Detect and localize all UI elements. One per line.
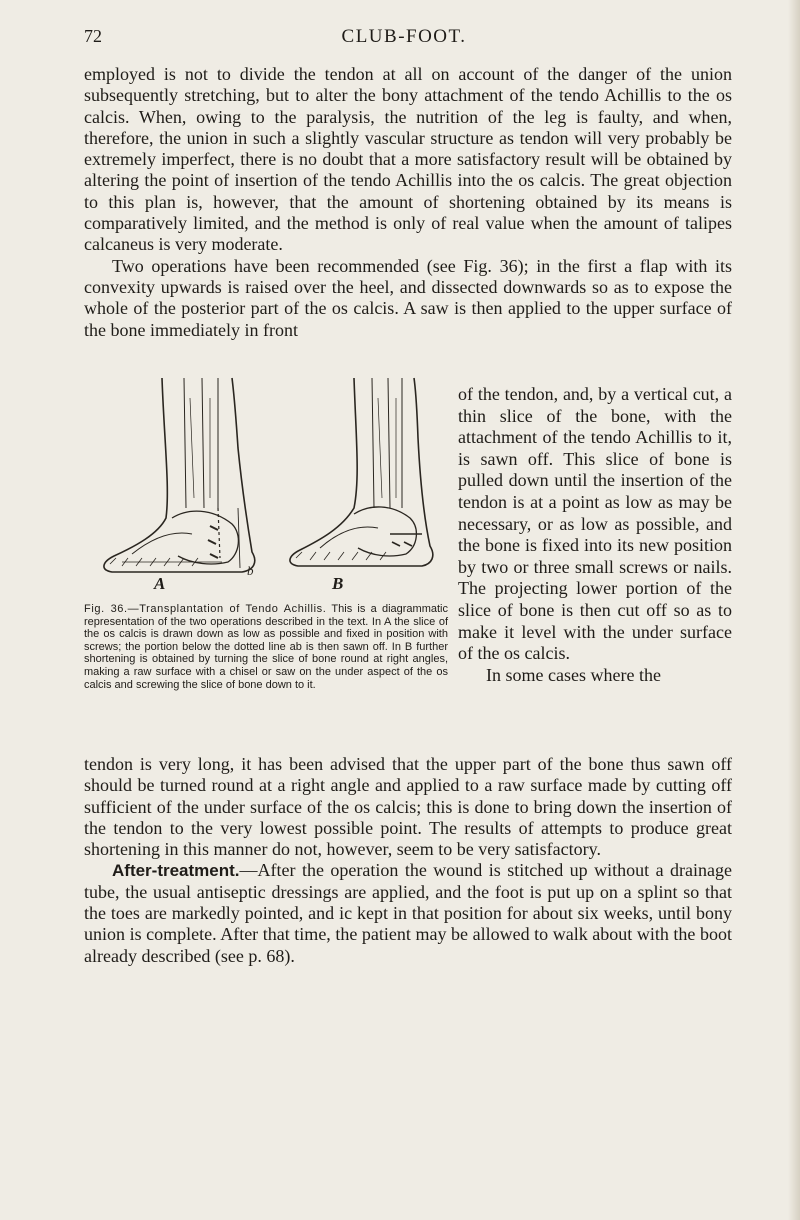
- page-edge: [788, 0, 800, 1220]
- paragraph-after-treatment: [84, 860, 732, 966]
- after-treatment-text: —After the operation the wound is stitched up without a drainage tube, the usual antiseptic dressings are applied, and the foot is put up on a splint so that the toes are markedly pointed, and ic kept in that position for about six weeks, until bony union is complete. After that time, the patient may be allowed to walk about with the boot already described (see p. 68).: [84, 860, 732, 966]
- caption-heading: Fig. 36.—Transplantation of Tendo Achillis.: [84, 603, 327, 615]
- leg-a-drawing: [104, 378, 255, 572]
- page-header: [84, 26, 724, 52]
- figure-36: [92, 358, 450, 594]
- top-text-block: [84, 64, 732, 341]
- side-text-column: [458, 384, 732, 686]
- tendon-transplant-illustration: [92, 358, 450, 594]
- paragraph-1: employed is not to divide the tendon at all on account of the danger of the union subsequently stretching, but to alter the bony attachment of the tendo Achillis to the os calcis. When, owing to the paralysis, the nutrition of the leg is faulty, and when, therefore, the union in such a slightly vascular structure as tendon will very probably be extremely imperfect, there is no doubt that a more satisfactory result will be obtained by altering the point of insertion of the tendo Achillis into the os calcis. The great objection to this plan is, however, that the amount of shortening obtained by its means is comparatively limited, and the method is only of real value when the amount of talipes calcaneus is very moderate.: [84, 64, 732, 255]
- bottom-text-block: [84, 754, 732, 967]
- mark-b: b: [247, 563, 254, 578]
- paragraph-2-top: Two operations have been recommended (see Fig. 36); in the first a flap with its convexity upwards is raised over the heel, and dissected downwards so as to expose the whole of the posterior part of the os calcis. A saw is then applied to the upper surface of the bone immediately in front: [84, 255, 732, 340]
- figure-caption: [84, 603, 448, 691]
- after-treatment-heading: After-treatment.: [112, 861, 240, 881]
- figure-label-a: A: [154, 574, 166, 593]
- page-number: 72: [84, 26, 102, 46]
- paragraph-3-rest: tendon is very long, it has been advised that the upper part of the bone thus sawn off should be turned round at a right angle and applied to a raw surface made by cutting off sufficient of the under surface of the os calcis; this is done to bring down the insertion of the tendon to the very lowest possible point. The results of attempts to produce great shortening in this manner do not, however, seem to be very satisfactory.: [84, 754, 732, 860]
- paragraph-3-side: In some cases where the: [486, 664, 661, 685]
- paragraph-2-side: of the tendon, and, by a vertical cut, a thin slice of the bone, with the attachment of the tendo Achillis to it, is sawn off. This slice of bone is pulled down until the insertion of the tendon is at a point as low as may be necessary, or as low as possible, and the bone is fixed into its new position by two or three small screws or nails. The projecting lower portion of the slice of bone is then cut off so as to make it level with the under surface of the os calcis.: [458, 384, 732, 664]
- running-head: CLUB-FOOT.: [341, 26, 467, 47]
- figure-label-b: B: [332, 574, 344, 593]
- caption-body: This is a diagrammatic representation of the two operations described in the text. In A the slice of the os calcis is drawn down as low as possible and fixed in position with screws; the portion below the dotted line ab is then sawn off. In B further shortening is obtained by turning the slice of bone round at right angles, making a raw surface with a chisel or saw on the under aspect of the os calcis and screwing the slice of bone down to it.: [84, 603, 448, 691]
- leg-b-drawing: [290, 378, 433, 566]
